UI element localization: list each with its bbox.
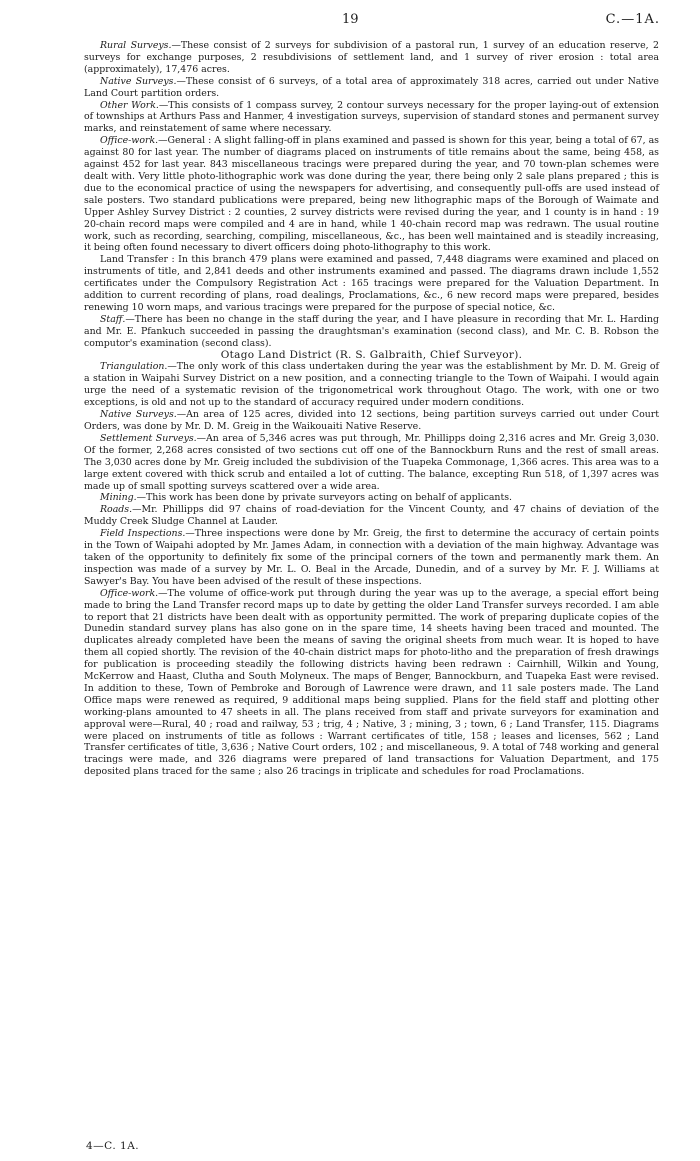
paragraph-heading: Native Surveys.: [100, 75, 177, 87]
paragraph-text: —This consists of 1 compass survey, 2 contour surveys necessary for the proper laying-out of extension of townships at Arthurs Pass and Hanmer, 4 investigation surveys, supervision of standard stones and permanent survey marks, and reinstatement of same where necessary.: [84, 99, 660, 135]
paragraph-heading: Office-work.: [100, 135, 159, 147]
paragraph-settlement-surveys: [84, 433, 659, 493]
paragraph-text: —The only work of this class undertaken during the year was the establishment by Mr. D. M. Greig of a station in Waipahi Survey District on a new position, and a connecting triangle to the Town of Waipahi. I would again urge the need of a systematic revision of the trigonometrical work throughout Otago. The work, with one or two exceptions, is old and not up to the standard of accuracy required under modern conditions.: [84, 361, 659, 409]
paragraph-text: —General : A slight falling-off in plans examined and passed is shown for this year, being a total of 67, as against 80 for last year. The number of diagrams placed on instruments of title remains about the same, being 458, as against 452 for last year. 843 miscellaneous tracings were prepared during the year, and 70 town-plan schemes were dealt with. Very little photo-lithographic work was done during the year, there being only 2 sale plans prepared ; this is due to the economical practice of using the newspapers for advertising, and consequently pull-offs are used instead of sale posters. Two standard publications were prepared, being new lithographic maps of the Borough of Waimate and Upper Ashley Survey District : 2 counties, 2 survey districts were revised during the year, and 1 county is in hand : 19 20-chain record maps were compiled and 4 are in hand, while 1 40-chain record map was redrawn. The usual routine work, such as recording, searching, compiling, miscellaneous, &c., has been well maintained and is steadily increasing, it being often found necessary to divert officers doing photo-lithography to this work.: [84, 135, 659, 254]
paragraph-heading: Triangulation.: [100, 361, 168, 373]
paragraph-text: —There has been no change in the staff during the year, and I have pleasure in recording that Mr. L. Harding and Mr. E. Pfankuch succeeded in passing the draughtsman's examination (second class), and Mr. C. B. Robson the computor's examination (second class).: [84, 313, 659, 349]
paragraph-heading: Field Inspections.: [100, 528, 186, 540]
paragraph-heading: Roads.: [100, 504, 133, 516]
paragraph-text: —An area of 5,346 acres was put through, Mr. Phillipps doing 2,316 acres and Mr. Greig 3,030. Of the former, 2,268 acres consisted of two sections cut off one of the Bannockburn Runs and the rest of small areas. The 3,030 acres done by Mr. Greig included the subdivision of the Tuapeka Commonage, 1,366 acres. This area was to a large extent covered with thick scrub and entailed a lot of cutting. The balance, excepting Run 518, of 1,397 acres was made up of small spotting surveys scattered over a wide area.: [84, 432, 659, 492]
paragraph-text: —The volume of office-work put through during the year was up to the average, a special effort being made to bring the Land Transfer record maps up to date by getting the older Land Transfer surveys recorded. I am able to report that 21 districts have been dealt with as opportunity permitted. The work of preparing duplicate copies of the Dunedin standard survey plans has also gone on in the spare time, 14 sheets having been traced and mounted. The duplicates already completed have been the means of saving the original sheets from much wear. It is hoped to have them all copied shortly. The revision of the 40-chain district maps for photo-litho and the preparation of fresh drawings for publication is proceeding steadily the following districts having been redrawn : Cairnhill, Wilkin and Young, McKerrow and Haast, Clutha and South Molyneux. The maps of Benger, Bannockburn, and Tuapeka East were revised. In addition to these, Town of Pembroke and Borough of Lawrence were drawn, and 11 sale posters made. The Land Office maps were renewed as required, 9 additional maps being supplied. Plans for the field staff and plotting other working-plans amounted to 47 sheets in all. The plans received from staff and private surveyors for examination and approval were—Rural, 40 ; road and railway, 53 ; trig, 4 ; Native, 3 ; mining, 3 ; town, 6 ; Land Transfer, 115. Diagrams were placed on instruments of title as follows : Warrant certificates of title, 158 ; leases and licenses, 562 ; Land Transfer certificates of title, 3,636 ; Native Court orders, 102 ; and miscellaneous, 9. A total of 748 working and general tracings were made, and 326 diagrams were prepared of land transactions for Valuation Department, and 175 deposited plans traced for the same ; also 26 tracings in triplicate and schedules for road Proclamations.: [84, 587, 659, 778]
paragraph-heading: Native Surveys.: [100, 409, 177, 421]
paragraph-land-transfer: [84, 254, 659, 314]
paragraph-text: —Mr. Phillipps did 97 chains of road-deviation for the Vincent County, and 47 chains of deviation of the Muddy Creek Sludge Channel at Lauder.: [84, 504, 659, 528]
paragraph-text: Land Transfer : In this branch 479 plans were examined and passed, 7,448 diagrams were examined and placed on instruments of title, and 2,841 deeds and other instruments examined and passed. The diagrams drawn include 1,552 certificates under the Compulsory Registration Act : 165 tracings were prepared for the Valuation Department. In addition to current recording of plans, road dealings, Proclamations, &c., 6 new record maps were prepared, besides renewing 10 worn maps, and various tracings were prepared for the purpose of special notice, &c.: [84, 254, 659, 313]
paragraph-otago-native-surveys: [84, 409, 659, 433]
document-reference: C.—1A.: [605, 12, 660, 27]
paragraph-heading: Mining.: [100, 492, 137, 504]
section-title-otago: Otago Land District (R. S. Galbraith, Chief Surveyor).: [220, 348, 523, 361]
page-footer-signature: 4—C. 1A.: [86, 1140, 140, 1152]
paragraph-staff: [84, 314, 659, 350]
paragraph-text: —An area of 125 acres, divided into 12 sections, being partition surveys carried out under Court Orders, was done by Mr. D. M. Greig in the Waikouaiti Native Reserve.: [84, 409, 659, 432]
paragraph-heading: Staff.: [100, 313, 126, 325]
paragraph-heading: Office-work.: [100, 587, 159, 599]
document-body: [84, 40, 659, 778]
paragraph-text: —Three inspections were done by Mr. Greig, the first to determine the accuracy of certain points in the Town of Waipahi adopted by Mr. James Adam, in connection with a deviation of the main highway. Advantage was taken of the opportunity to definitely fix some of the principal corners of the town and permanently mark them. An inspection was made of a survey by Mr. L. O. Beal in the Arcade, Dunedin, and of a survey by Mr. F. J. Williams at Sawyer's Bay. You have been advised of the result of these inspections.: [84, 528, 660, 587]
paragraph-other-work: [84, 100, 659, 136]
paragraph-heading: Settlement Surveys.: [100, 432, 197, 444]
paragraph-office-work: [84, 135, 659, 254]
paragraph-text: —This work has been done by private surveyors acting on behalf of applicants.: [136, 492, 513, 504]
paragraph-heading: Other Work.: [100, 99, 159, 111]
paragraph-triangulation: [84, 361, 659, 409]
paragraph-native-surveys: [84, 76, 659, 100]
page-header: [80, 12, 660, 32]
paragraph-field-inspections: [84, 528, 659, 588]
paragraph-otago-office-work: [84, 588, 659, 779]
paragraph-text: —These consist of 2 surveys for subdivision of a pastoral run, 1 survey of an education reserve, 2 surveys for exchange purposes, 2 resubdivisions of settlement land, and 1 survey of river erosion : total area (approximately), 17,476 acres.: [84, 40, 659, 75]
paragraph-text: —These consist of 6 surveys, of a total area of approximately 318 acres, carried out under Native Land Court partition orders.: [84, 75, 659, 99]
paragraph-rural-surveys: [84, 40, 659, 76]
page-number: 19: [342, 12, 359, 27]
paragraph-roads: [84, 504, 659, 528]
paragraph-heading: Rural Surveys.: [100, 40, 172, 51]
paragraph-mining: [84, 492, 659, 504]
